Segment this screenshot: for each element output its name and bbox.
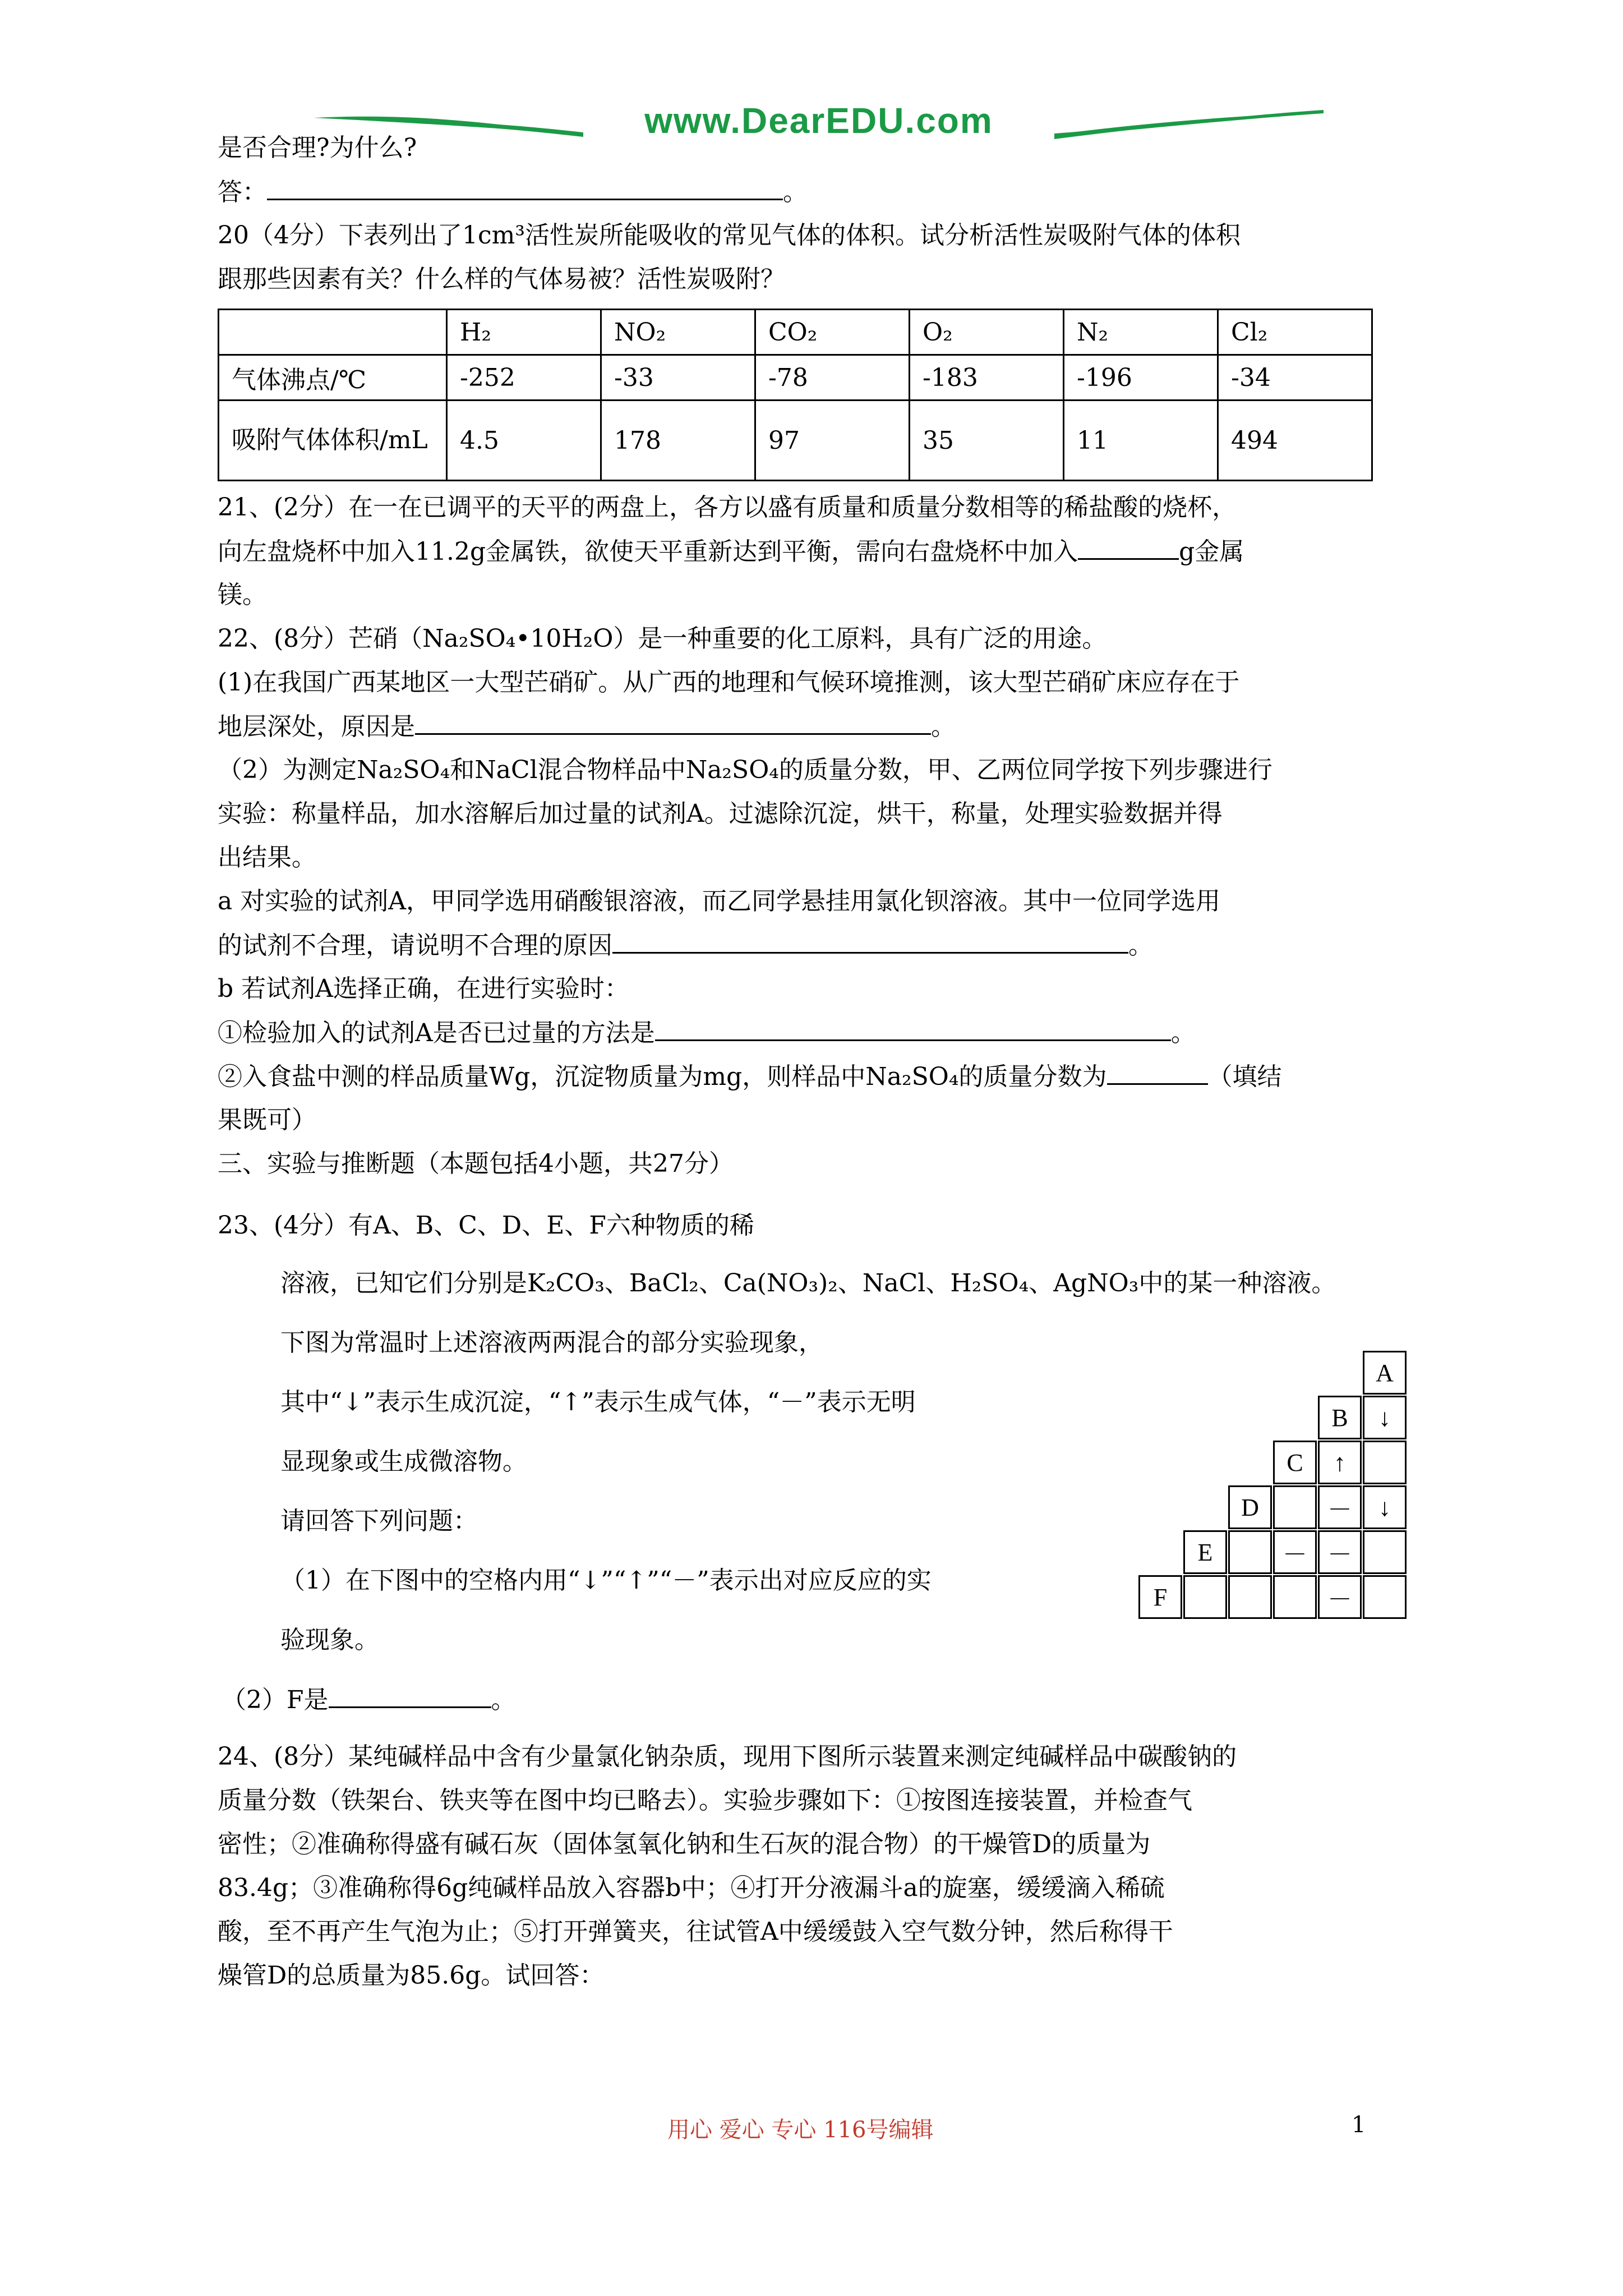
gas-adsorption-table: [218, 309, 1373, 481]
text-line: a 对实验的试剂A，甲同学选用硝酸银溶液，而乙同学悬挂用氯化钡溶液。其中一位同学选用: [218, 887, 1220, 915]
text-line: 溶液，已知它们分别是K₂CO₃、BaCl₂、Ca(NO₃)₂、NaCl、H₂SO₄、AgNO₃中的某一种溶液。: [280, 1269, 1336, 1297]
grid-label: F: [1138, 1575, 1182, 1619]
text-line: 密性；②准确称得盛有碱石灰（固体氢氧化钠和生石灰的混合物）的干燥管D的质量为: [218, 1830, 1151, 1858]
text-line: （2）F是 。: [222, 1683, 516, 1717]
text-line: 20（4分）下表列出了1cm³活性炭所能吸收的常见气体的体积。试分析活性炭吸附气体的体积: [218, 221, 1241, 250]
text-line: 21、(2分）在一在已调平的天平的两盘上，各方以盛有质量和质量分数相等的稀盐酸的烧杯，: [218, 493, 1237, 522]
text-line: 23、(4分）有A、B、C、D、E、F六种物质的稀: [218, 1211, 754, 1240]
answer-line: 答： 。: [218, 175, 808, 209]
text-line: 请回答下列问题：: [280, 1507, 478, 1535]
grid-cell[interactable]: [1183, 1575, 1227, 1619]
text-line: 是否合理?为什么?: [218, 134, 417, 162]
text-line: 其中“↓”表示生成沉淀，“↑”表示生成气体，“－”表示无明: [280, 1388, 916, 1416]
page-number: 1: [1352, 2112, 1366, 2138]
section-heading: 三、实验与推断题（本题包括4小题，共27分）: [218, 1149, 734, 1178]
grid-cell[interactable]: [1228, 1575, 1272, 1619]
answer-blank[interactable]: [329, 1683, 491, 1708]
grid-label: E: [1183, 1530, 1227, 1574]
grid-label: A: [1363, 1351, 1407, 1395]
grid-cell[interactable]: ↑: [1318, 1441, 1362, 1484]
table-row: 吸附气体体积/mL 4.5 178 97 35 11 494: [219, 401, 1372, 481]
grid-cell[interactable]: －: [1318, 1530, 1362, 1574]
text-line: 燥管D的总质量为85.6g。试回答：: [218, 1961, 605, 1990]
grid-cell[interactable]: ↓: [1363, 1485, 1407, 1529]
grid-cell[interactable]: ↓: [1363, 1396, 1407, 1439]
grid-cell[interactable]: －: [1318, 1575, 1362, 1619]
text-line: 验现象。: [280, 1626, 379, 1654]
text-line: 83.4g；③准确称得6g纯碱样品放入容器b中；④打开分液漏斗a的旋塞，缓缓滴入稀硫: [218, 1874, 1165, 1902]
text-line: b 若试剂A选择正确，在进行实验时：: [218, 974, 629, 1003]
answer-blank[interactable]: [612, 928, 1128, 954]
grid-cell[interactable]: [1228, 1530, 1272, 1574]
text-line: ①检验加入的试剂A是否已过量的方法是 。: [218, 1016, 1196, 1050]
text-line: 22、(8分）芒硝（Na₂SO₄•10H₂O）是一种重要的化工原料，具有广泛的用途。: [218, 624, 1107, 653]
answer-blank[interactable]: [655, 1016, 1171, 1041]
text-line: 显现象或生成微溶物。: [280, 1447, 527, 1476]
text-line: 的试剂不合理，请说明不合理的原因 。: [218, 928, 1153, 963]
text-line: 果既可）: [218, 1106, 316, 1134]
table-header-row: H₂ NO₂ CO₂ O₂ N₂ Cl₂: [219, 310, 1372, 355]
answer-blank[interactable]: [1078, 535, 1179, 560]
site-name[interactable]: www.DearEDU.com: [644, 100, 993, 141]
text-line: 下图为常温时上述溶液两两混合的部分实验现象，: [280, 1328, 823, 1357]
text-line: 镁。: [218, 581, 267, 609]
footer-text: 用心 爱心 专心 116号编辑: [667, 2117, 934, 2143]
text-line: 酸，至不再产生气泡为止；⑤打开弹簧夹，往试管A中缓缓鼓入空气数分钟，然后称得干: [218, 1917, 1173, 1946]
table-row: 气体沸点/℃ -252 -33 -78 -183 -196 -34: [219, 355, 1372, 401]
grid-cell[interactable]: [1273, 1575, 1317, 1619]
text-line: 质量分数（铁架台、铁夹等在图中均已略去）。实验步骤如下：①按图连接装置，并检查气: [218, 1786, 1192, 1815]
grid-cell[interactable]: [1273, 1485, 1317, 1529]
text-line: （1）在下图中的空格内用“↓”“↑”“－”表示出对应反应的实: [280, 1566, 932, 1595]
text-line: ②入食盐中测的样品质量Wg，沉淀物质量为mg，则样品中Na₂SO₄的质量分数为 （填结: [218, 1060, 1282, 1094]
grid-cell[interactable]: [1363, 1575, 1407, 1619]
reaction-grid: [1138, 1351, 1408, 1620]
grid-label: C: [1273, 1441, 1317, 1484]
grid-cell[interactable]: [1363, 1441, 1407, 1484]
grid-label: B: [1318, 1396, 1362, 1439]
grid-cell[interactable]: －: [1273, 1530, 1317, 1574]
site-header: [314, 95, 1324, 157]
text-line: 地层深处，原因是 。: [218, 710, 956, 744]
text-line: 出结果。: [218, 843, 316, 872]
text-line: 24、(8分）某纯碱样品中含有少量氯化钠杂质，现用下图所示装置来测定纯碱样品中碳酸钠的: [218, 1742, 1237, 1771]
text-line: （2）为测定Na₂SO₄和NaCl混合物样品中Na₂SO₄的质量分数，甲、乙两位同学按下列步骤进行: [218, 756, 1272, 784]
text-line: 实验：称量样品，加水溶解后加过量的试剂A。过滤除沉淀，烘干，称量，处理实验数据并得: [218, 799, 1223, 828]
answer-blank[interactable]: [267, 175, 783, 200]
answer-blank[interactable]: [1107, 1060, 1208, 1085]
text-line: 向左盘烧杯中加入11.2g金属铁，欲使天平重新达到平衡，需向右盘烧杯中加入 g金属: [218, 535, 1244, 569]
text-line: 跟那些因素有关？什么样的气体易被？活性炭吸附？: [218, 265, 785, 293]
text-line: (1)在我国广西某地区一大型芒硝矿。从广西的地理和气候环境推测，该大型芒硝矿床应存在于: [218, 668, 1240, 697]
grid-cell[interactable]: －: [1318, 1485, 1362, 1529]
grid-cell[interactable]: [1363, 1530, 1407, 1574]
answer-blank[interactable]: [415, 710, 931, 735]
grid-label: D: [1228, 1485, 1272, 1529]
